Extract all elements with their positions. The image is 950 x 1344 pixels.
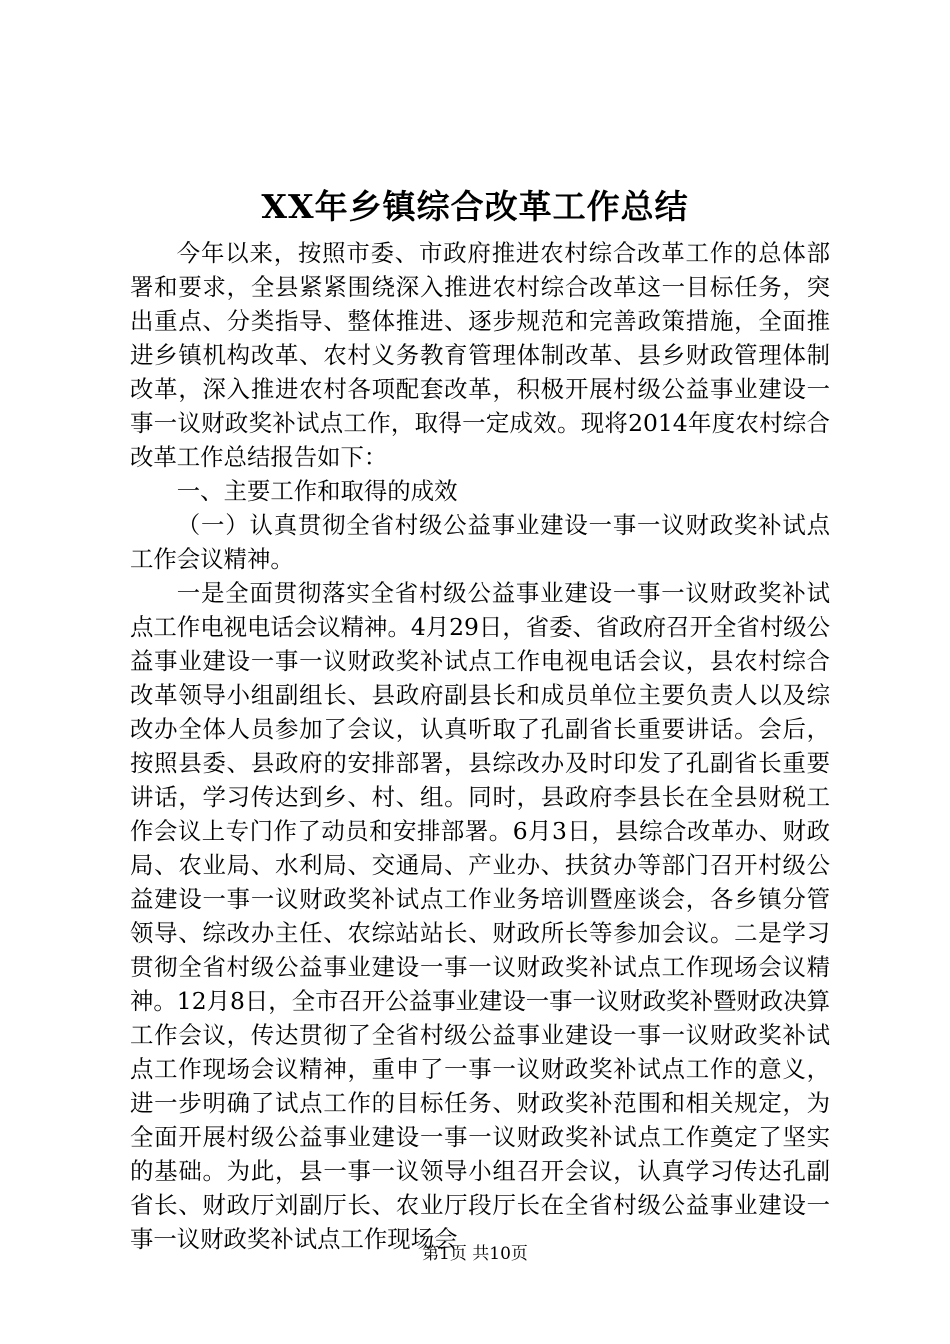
document-body <box>130 236 830 1256</box>
section-heading-1: 一、主要工作和取得的成效 <box>176 477 458 505</box>
paragraph-intro: 今年以来，按照市委、市政府推进农村综合改革工作的总体部署和要求，全县紧紧围绕深入推进农村综合改革这一目标任务，突出重点、分类指导、整体推进、逐步规范和完善政策措施，全面推进乡镇机构改革、农村义务教育管理体制改革、县乡财政管理体制改革，深入推进农村各项配套改革，积极开展村级公益事业建设一事一议财政奖补试点工作，取得一定成效。现将2014年度农村综合改革工作总结报告如下： <box>130 239 830 471</box>
document-title: XX年乡镇综合改革工作总结 <box>261 187 689 226</box>
page-number-footer: 第1页 共10页 <box>422 1244 528 1264</box>
subsection-heading-1: （一）认真贯彻全省村级公益事业建设一事一议财政奖补试点工作会议精神。 <box>130 511 830 573</box>
paragraph-details: 一是全面贯彻落实全省村级公益事业建设一事一议财政奖补试点工作电视电话会议精神。4月29日，省委、省政府召开全省村级公益事业建设一事一议财政奖补试点工作电视电话会议，县农村综合改革领导小组副组长、县政府副县长和成员单位主要负责人以及综改办全体人员参加了会议，认真听取了孔副省长重要讲话。会后，按照县委、县政府的安排部署，县综改办及时印发了孔副省长重要讲话，学习传达到乡、村、组。同时，县政府李县长在全县财税工作会议上专门作了动员和安排部署。6月3日，县综合改革办、财政局、农业局、水利局、交通局、产业办、扶贫办等部门召开村级公益建设一事一议财政奖补试点工作业务培训暨座谈会，各乡镇分管领导、综改办主任、农综站站长、财政所长等参加会议。二是学习贯彻全省村级公益事业建设一事一议财政奖补试点工作现场会议精神。12月8日，全市召开公益事业建设一事一议财政奖补暨财政决算工作会议，传达贯彻了全省村级公益事业建设一事一议财政奖补试点工作现场会议精神，重申了一事一议财政奖补试点工作的意义，进一步明确了试点工作的目标任务、财政奖补范围和相关规定，为全面开展村级公益事业建设一事一议财政奖补试点工作奠定了坚实的基础。为此，县一事一议领导小组召开会议，认真学习传达孔副省长、财政厅刘副厅长、农业厅段厅长在全省村级公益事业建设一事一议财政奖补试点工作现场会 <box>130 579 830 1253</box>
